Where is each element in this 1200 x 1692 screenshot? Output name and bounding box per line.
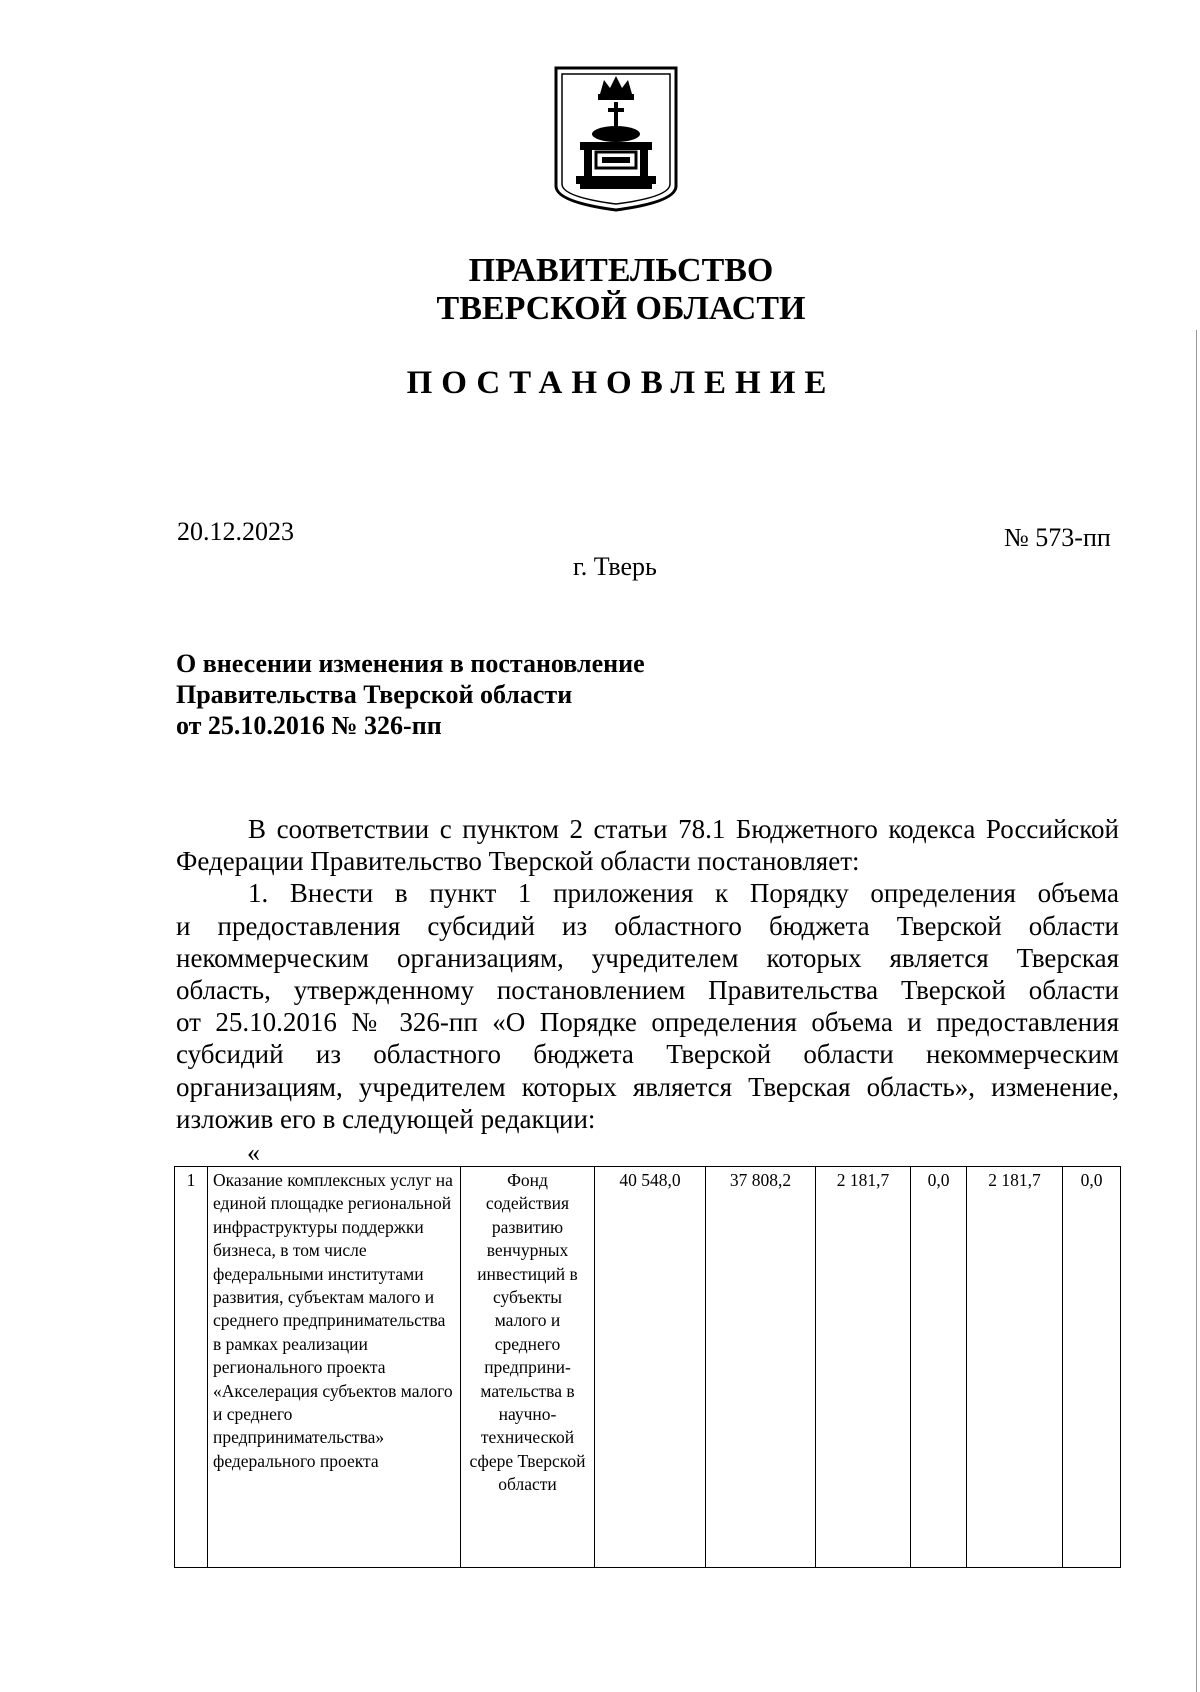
body-line: от 25.10.2016 № 326-пп «О Порядке определения объема и предоставления — [176, 1007, 1119, 1038]
document-number: № 573-пп — [1004, 523, 1111, 552]
row-value: 0,0 — [911, 1167, 967, 1568]
subject-line: от 25.10.2016 № 326-пп — [176, 711, 442, 740]
body-line: некоммерческим организациям, учредителем которых является Тверская — [176, 942, 1119, 973]
open-quote: « — [247, 1138, 260, 1167]
row-recipient: Фонд содействия развитию венчурных инвестиций в субъекты малого и среднего предприни-мательства в научно-технической сфере Тверской области — [461, 1167, 595, 1568]
tver-coat-of-arms-icon — [552, 64, 680, 214]
subsidy-table — [174, 1166, 1121, 1568]
body-line: область, утвержденному постановлением Правительства Тверской области — [176, 975, 1119, 1006]
row-value: 2 181,7 — [816, 1167, 911, 1568]
paragraph-preamble — [176, 813, 1119, 877]
body-line: В соответствии с пунктом 2 статьи 78.1 Бюджетного кодекса Российской — [248, 814, 1119, 844]
body-line: субсидий из областного бюджета Тверской области некоммерческим — [176, 1039, 1119, 1070]
org-title-line1: ПРАВИТЕЛЬСТВО — [468, 252, 774, 289]
row-value: 0,0 — [1063, 1167, 1121, 1568]
body-line: Федерации Правительство Тверской области постановляет: — [176, 846, 860, 877]
body-line: организациям, учредителем которых является Тверская область», изменение, — [176, 1071, 1119, 1102]
row-value: 2 181,7 — [967, 1167, 1063, 1568]
row-number: 1 — [175, 1167, 208, 1568]
body-line: и предоставления субсидий из областного бюджета Тверской области — [176, 910, 1119, 941]
document-date: 20.12.2023 — [177, 517, 294, 546]
row-value: 40 548,0 — [595, 1167, 706, 1568]
subject-line: О внесении изменения в постановление — [176, 649, 645, 678]
scan-edge-line — [1196, 330, 1197, 1692]
document-body — [176, 813, 1119, 1135]
paragraph-item-1 — [176, 877, 1119, 1135]
body-line: изложив его в следующей редакции: — [176, 1103, 596, 1134]
subject-line: Правительства Тверской области — [176, 680, 573, 709]
document-city: г. Тверь — [573, 552, 657, 581]
document-subject — [176, 648, 645, 741]
row-value: 37 808,2 — [706, 1167, 816, 1568]
org-title-line2: ТВЕРСКОЙ ОБЛАСТИ — [436, 290, 806, 327]
body-line: 1. Внести в пункт 1 приложения к Порядку определения объема — [248, 878, 1119, 909]
row-description: Оказание комплексных услуг на единой площадке региональной инфраструктуры поддержки бизнеса, в том числе федеральными институтами развития, субъектам малого и среднего предпринимательства в рамках реализации регионального проекта «Акселерация субъектов малого и среднего предпринимательства» федерального проекта — [208, 1167, 461, 1568]
table-row — [175, 1167, 1121, 1568]
document-type: ПОСТАНОВЛЕНИЕ — [406, 365, 836, 401]
